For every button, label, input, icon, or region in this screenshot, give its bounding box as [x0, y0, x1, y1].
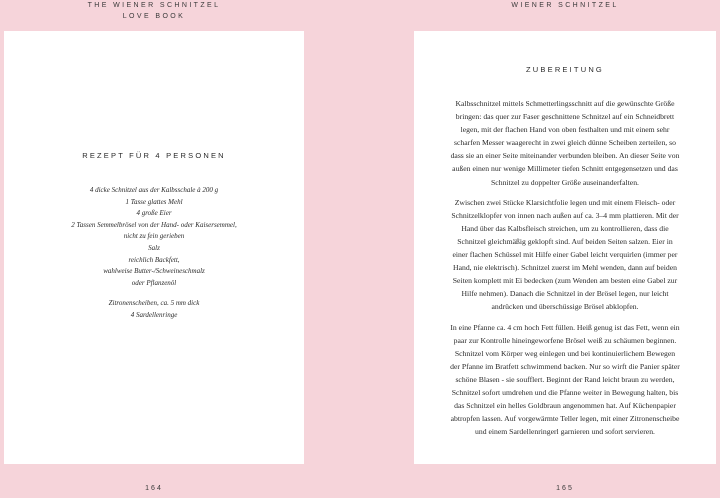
recipe-heading: REZEPT FÜR 4 PERSONEN [82, 151, 226, 160]
running-header-line: THE WIENER SCHNITZEL [87, 2, 221, 9]
garnish-line: Zitronenscheiben, ca. 5 mm dick [108, 299, 200, 308]
ingredient-line: 1 Tasse glattes Mehl [125, 197, 183, 206]
ingredient-line: 4 dicke Schnitzel aus der Kalbsschale à 200 g [89, 186, 219, 194]
ingredient-line: 4 große Eier [136, 209, 172, 218]
running-header-right [414, 0, 716, 11]
ingredient-line: nicht zu fein gerieben [123, 232, 185, 241]
preparation-paragraph: Zwischen zwei Stücke Klarsichtfolie legen und mit einem Fleisch- oder Schnitzelklopfer von innen nach außen auf ca. 3–4 mm plattieren. Mit der Hand über das Kalbsfleisch streichen, um zu kontrollieren, dass die Schnitzel gleichmäßig geklopft sind. Auf beiden Seiten salzen. Eier in einer flachen Schüssel mit Hilfe einer Gabel leicht verquirlen (immer per Hand, nie elektrisch). Schnitzel zuerst im Mehl wenden, dann auf beiden Seiten komplett mit Ei bedecken (zum Wenden am besten eine Gabel zur Hilfe nehmen). Danach die Schnitzel in der Brösel legen, nur leicht andrücken und überschüssige Brösel abklopfen. [451, 197, 679, 312]
preparation-heading: ZUBEREITUNG [526, 65, 604, 74]
ingredient-line: wahlweise Butter-/Schweineschmalz [103, 267, 205, 276]
ingredient-line: 2 Tassen Semmelbrösel von der Hand- oder Kaisersemmel, [71, 220, 237, 229]
preparation-paragraph: In eine Pfanne ca. 4 cm hoch Fett füllen. Heiß genug ist das Fett, wenn ein paar zur Kontrolle hineingeworfene Brösel weiß zu schäumen beginnen. Schnitzel vom Körper weg einlegen und bei kontinuierlichem Bewegen der Pfanne im Bratfett schwimmend backen. Nur so wirft die Panier später schöne Blasen - sie soufflert. Beginnt der Rand leicht braun zu werden, Schnitzel sofort umdrehen und die Pfanne weiter in Bewegung halten, bis das Schnitzel ein helles Goldbraun angenommen hat. Auf Küchenpapier abtropfen lassen. Auf vorgewärmte Teller legen, mit einer Zitronenscheibe und einem Sardellenringerl garnieren und sofort servieren. [450, 322, 680, 437]
page-number-left: 164 [145, 485, 163, 492]
ingredient-list [4, 185, 304, 322]
running-header-line: WIENER SCHNITZEL [511, 2, 619, 9]
running-header-left [4, 0, 304, 22]
garnish-line: 4 Sardellenringe [130, 310, 178, 319]
page-number-right: 165 [556, 485, 574, 492]
ingredient-spacer [4, 289, 304, 298]
left-page [4, 31, 304, 464]
right-page [414, 31, 716, 464]
ingredient-line: oder Pflanzenöl [131, 278, 177, 287]
ingredient-line: Salz [148, 243, 160, 252]
preparation-text [450, 97, 680, 445]
ingredient-line: reichlich Backfett, [128, 255, 180, 264]
preparation-paragraph: Kalbsschnitzel mittels Schmetterlingsschnitt auf die gewünschte Größe bringen: das quer zur Faser geschnittene Schnitzel auf ein Schneidbrett legen, mit der flachen Hand von oben festhalten und mit einem sehr scharfen Messer waagerecht in zwei gleich dünne Scheiben zerteilen, so dass sie an einer Seite miteinander verbunden bleiben. An dieser Seite von außen einen nur wenige Millimeter tiefen Schnitt entgegensetzen und das Schnitzel zu doppelter Größe auseinanderfalten. [450, 99, 680, 187]
running-header-line: LOVE BOOK [122, 13, 186, 20]
